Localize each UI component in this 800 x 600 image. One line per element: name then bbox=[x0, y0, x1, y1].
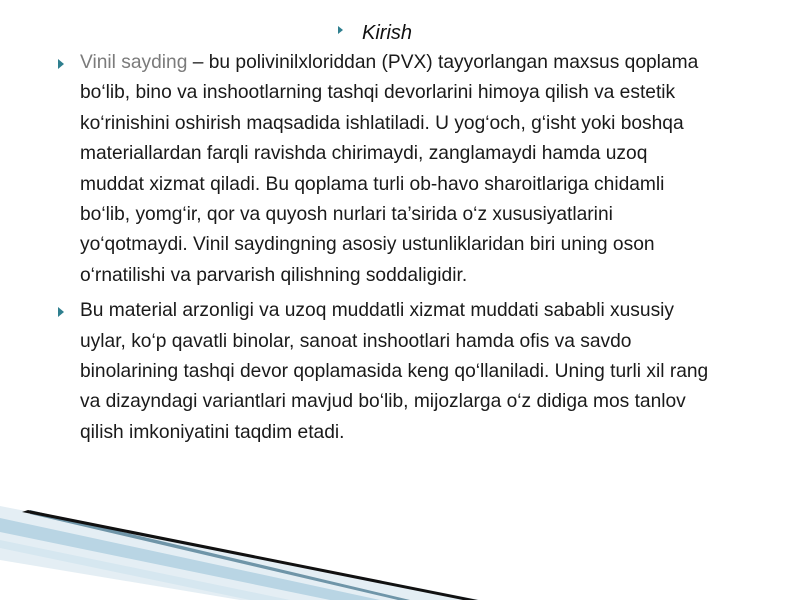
bullet-text: Bu material arzonligi va uzoq muddatli xizmat muddati sababli xususiy uylar, ko‘p qavatli binolar, sanoat inshootlari hamda ofis va savdo binolarining tashqi devor qoplamasida keng qo‘llaniladi. Uning turli xil rang va dizayndagi variantlari mavjud bo‘lib, mijozlarga o‘z didiga mos tanlov qilish imkoniyatini taqdim etadi. bbox=[80, 300, 709, 443]
slide-title: Kirish bbox=[362, 21, 413, 44]
bullet-text: – bu polivinilxloriddan (PVX) tayyorlangan maxsus qoplama bo‘lib, bino va inshootlarning tashqi devorlarini himoya qilish va estetik ko‘rinishini oshirish maqsadida ishlatiladi. U yog‘och, g‘isht yoki boshqa materiallardan farqli ravishda chirimaydi, zanglamaydi hamda uzoq muddat xizmat qiladi. Bu qoplama turli ob-havo sharoitlariga chidamli bo‘lib, yomg‘ir, qor va quyosh nurlari ta’sirida o‘z xususiyatlarini yo‘qotmaydi. Vinil saydingning asosiy ustunliklaridan biri uning oson o‘rnatilishi va parvarish qilishning soddaligidir. bbox=[80, 52, 699, 286]
bullet-term: Vinil sayding bbox=[80, 52, 188, 73]
